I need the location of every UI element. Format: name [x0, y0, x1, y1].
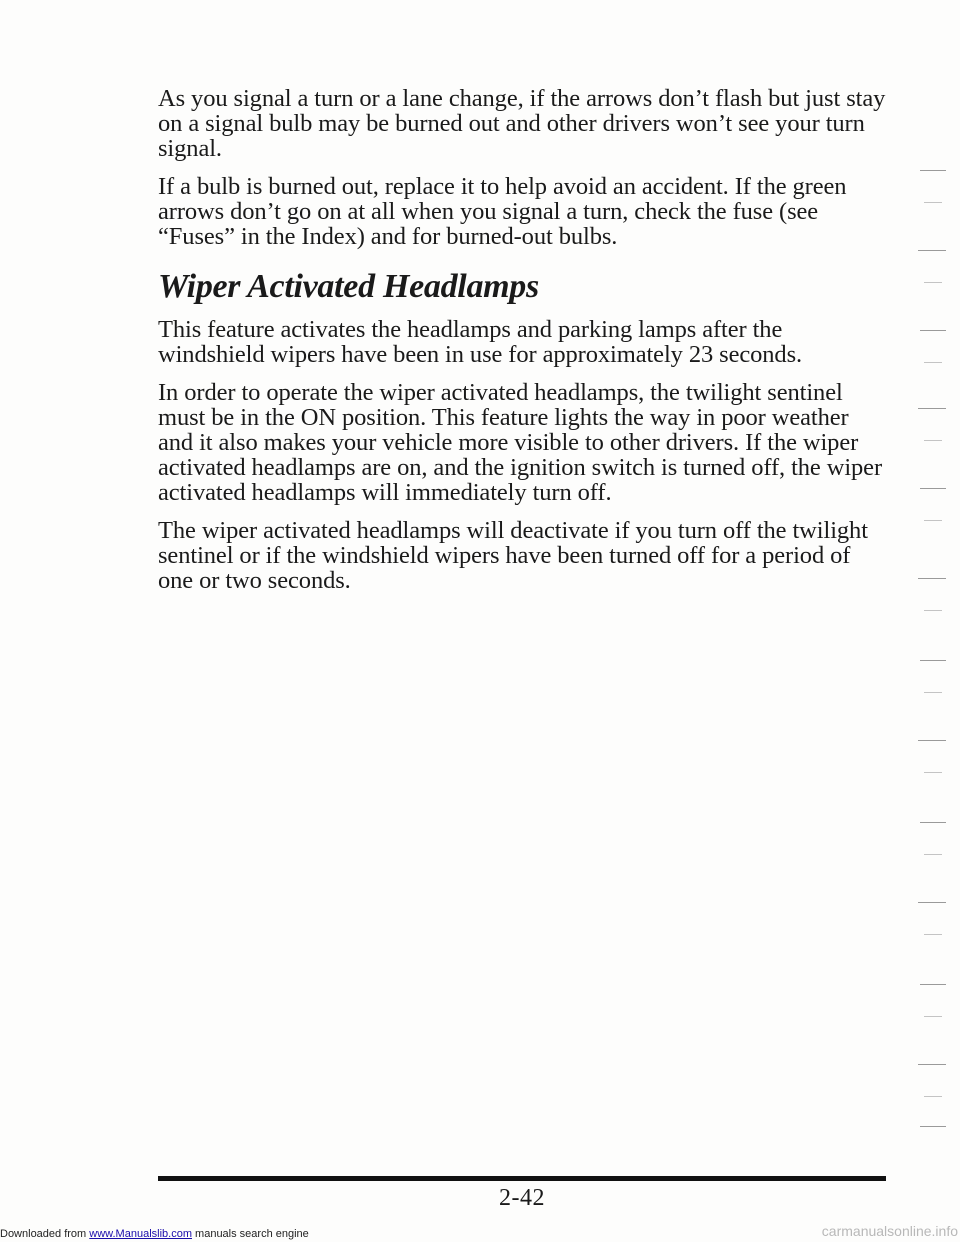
watermark: carmanualsonline.info: [821, 1223, 958, 1239]
section-heading: Wiper Activated Headlamps: [158, 268, 539, 305]
paragraph-turn-signal: As you signal a turn or a lane change, if the arrows don’t flash but just stay on a signal bulb may be burned out and other drivers won’t see your turn signal.: [158, 85, 886, 162]
manualslib-link[interactable]: www.Manualslib.com: [89, 1228, 192, 1240]
footer-rule: [158, 1176, 886, 1181]
page-content: [158, 86, 888, 606]
download-footer: [0, 1228, 309, 1241]
edge-marks: [910, 150, 950, 1150]
paragraph-burned-bulb: If a bulb is burned out, replace it to help avoid an accident. If the green arrows don’t go on at all when you signal a turn, check the fuse (see “Fuses” in the Index) and for burned-out bulbs.: [158, 173, 847, 250]
footer-suffix: manuals search engine: [191, 1228, 309, 1240]
paragraph-operate: In order to operate the wiper activated headlamps, the twilight sentinel must be in the ON position. This feature lights the way in poor weather and it also makes your vehicle more visible to other drivers. If the wiper activated headlamps are on, and the ignition switch is turned off, the wiper activated headlamps will immediately turn off.: [158, 379, 883, 506]
paragraph-deactivate: The wiper activated headlamps will deactivate if you turn off the twilight sentinel or if the windshield wipers have been turned off for a period of one or two seconds.: [158, 517, 868, 594]
footer-prefix: Downloaded from: [0, 1228, 90, 1240]
page-number: 2-42: [499, 1185, 545, 1211]
paragraph-feature: This feature activates the headlamps and parking lamps after the windshield wipers have been in use for approximately 23 seconds.: [158, 316, 803, 368]
